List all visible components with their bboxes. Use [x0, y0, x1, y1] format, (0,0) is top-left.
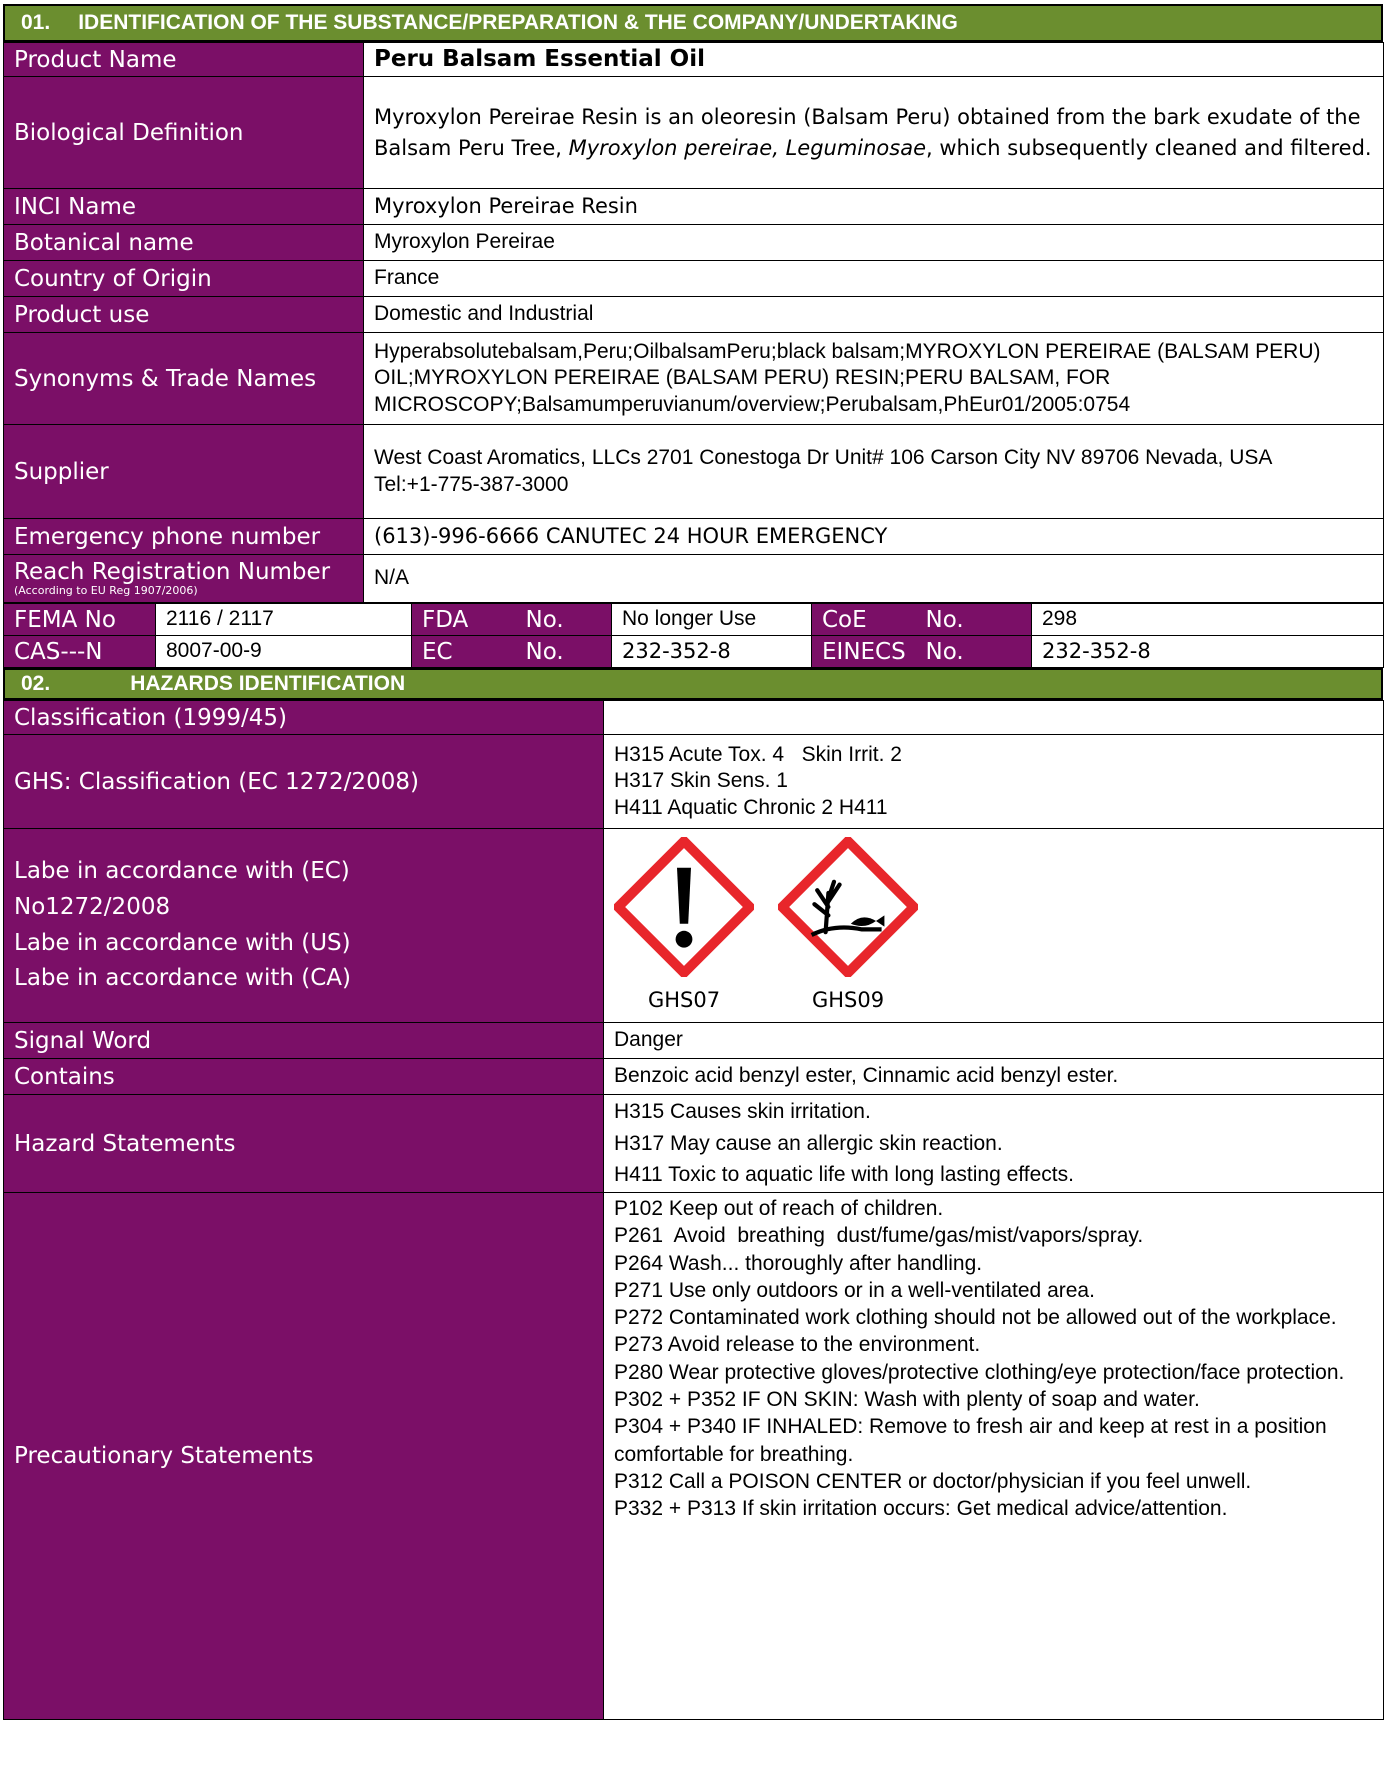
- value-inci-name: Myroxylon Pereirae Resin: [364, 189, 1384, 225]
- precaution-line: P261 Avoid breathing dust/fume/gas/mist/vapors/spray.: [614, 1224, 1144, 1248]
- label-line: Labe in accordance with (CA): [14, 965, 351, 992]
- label-coe: CoE: [812, 604, 916, 636]
- label-ec-no: No.: [516, 636, 612, 668]
- ghs-line: H315 Acute Tox. 4 Skin Irrit. 2: [614, 743, 902, 767]
- value-product-name: Peru Balsam Essential Oil: [364, 43, 1384, 77]
- row-product-use: [4, 297, 1384, 333]
- section-01-header: [3, 4, 1383, 42]
- supplier-address: West Coast Aromatics, LLCs 2701 Conestoga Dr Unit# 106 Carson City NV 89706 Nevada, USA: [374, 446, 1273, 470]
- row-emergency-phone: [4, 519, 1384, 555]
- value-emergency-phone: (613)-996-6666 CANUTEC 24 HOUR EMERGENCY: [364, 519, 1384, 555]
- label-hazard-statements: Hazard Statements: [4, 1095, 604, 1193]
- value-botanical-name: Myroxylon Pereirae: [364, 225, 1384, 261]
- value-biological-definition: [364, 77, 1384, 189]
- identifiers-table: [3, 603, 1384, 668]
- row-reach-registration: [4, 555, 1384, 603]
- label-precautionary-statements: Precautionary Statements: [4, 1193, 604, 1720]
- pictogram-ghs07: [614, 837, 754, 1013]
- reach-label: Reach Registration Number: [14, 558, 331, 585]
- value-classification: [604, 701, 1384, 735]
- bio-def-part: , which subsequently cleaned and filtered.: [926, 135, 1372, 160]
- value-country-of-origin: France: [364, 261, 1384, 297]
- label-supplier: Supplier: [4, 425, 364, 519]
- value-coe: 298: [1032, 604, 1384, 636]
- row-product-name: [4, 43, 1384, 77]
- precaution-line: P332 + P313 If skin irritation occurs: Get medical advice/attention.: [614, 1497, 1228, 1521]
- pictogram-ghs09: [778, 837, 918, 1013]
- row-country-of-origin: [4, 261, 1384, 297]
- hazard-line: H411 Toxic to aquatic life with long lasting effects.: [614, 1163, 1074, 1187]
- precaution-line: P304 + P340 IF INHALED: Remove to fresh air and keep at rest in a position comfortable for breathing.: [614, 1415, 1327, 1466]
- pictogram-code: GHS07: [647, 988, 721, 1012]
- label-signal-word: Signal Word: [4, 1023, 604, 1059]
- row-inci-name: [4, 189, 1384, 225]
- hazard-line: H315 Causes skin irritation.: [614, 1100, 871, 1124]
- label-einecs-no: No.: [916, 636, 1032, 668]
- label-biological-definition: Biological Definition: [4, 77, 364, 189]
- pictogram-row: [614, 829, 1373, 1013]
- value-cas: 8007-00-9: [156, 636, 412, 668]
- section-title: IDENTIFICATION OF THE SUBSTANCE/PREPARATION & THE COMPANY/UNDERTAKING: [78, 11, 958, 34]
- row-contains: [4, 1059, 1384, 1095]
- row-signal-word: [4, 1023, 1384, 1059]
- value-supplier: [364, 425, 1384, 519]
- ghs-line: H411 Aquatic Chronic 2 H411: [614, 795, 888, 819]
- label-coe-no: No.: [916, 604, 1032, 636]
- label-line: Labe in accordance with (EC): [14, 858, 350, 885]
- bio-def-species: Myroxylon pereirae, Leguminosae: [568, 135, 927, 160]
- sds-page: [3, 4, 1383, 1720]
- row-biological-definition: [4, 77, 1384, 189]
- row-classification: [4, 701, 1384, 735]
- identification-table: [3, 42, 1384, 603]
- row-hazard-statements: [4, 1095, 1384, 1193]
- label-ghs-classification: GHS: Classification (EC 1272/2008): [4, 735, 604, 829]
- exclamation-mark-icon: [614, 837, 754, 977]
- row-supplier: [4, 425, 1384, 519]
- value-fda: No longer Use: [612, 604, 812, 636]
- value-fema: 2116 / 2117: [156, 604, 412, 636]
- label-product-name: Product Name: [4, 43, 364, 77]
- value-product-use: Domestic and Industrial: [364, 297, 1384, 333]
- supplier-phone: Tel:+1-775-387-3000: [374, 472, 569, 496]
- label-product-use: Product use: [4, 297, 364, 333]
- label-reach-registration: [4, 555, 364, 603]
- label-emergency-phone: Emergency phone number: [4, 519, 364, 555]
- precaution-line: P271 Use only outdoors or in a well-ventilated area.: [614, 1278, 1095, 1302]
- pictogram-code: GHS09: [811, 988, 885, 1012]
- label-fda: FDA: [412, 604, 516, 636]
- label-botanical-name: Botanical name: [4, 225, 364, 261]
- row-precautionary-statements: [4, 1193, 1384, 1720]
- precaution-line: P272 Contaminated work clothing should not be allowed out of the workplace.: [614, 1306, 1337, 1330]
- bio-def-part: Myroxylon Pereirae Resin is an oleoresin (Balsam Peru) obtained from the bark exudate of the Balsam Peru Tree,: [374, 105, 1361, 160]
- label-country-of-origin: Country of Origin: [4, 261, 364, 297]
- reach-sublabel: (According to EU Reg 1907/2006): [14, 584, 198, 598]
- precaution-line: P264 Wash... thoroughly after handling.: [614, 1251, 983, 1275]
- label-synonyms: Synonyms & Trade Names: [4, 333, 364, 425]
- row-botanical-name: [4, 225, 1384, 261]
- environment-icon: [778, 837, 918, 977]
- label-cas: CAS---N: [4, 636, 156, 668]
- value-signal-word: Danger: [604, 1023, 1384, 1059]
- label-label-accordance: [4, 829, 604, 1023]
- section-number: 02.: [21, 672, 51, 695]
- label-contains: Contains: [4, 1059, 604, 1095]
- precaution-line: P102 Keep out of reach of children.: [614, 1197, 944, 1220]
- label-fda-no: No.: [516, 604, 612, 636]
- precaution-line: P312 Call a POISON CENTER or doctor/physician if you feel unwell.: [614, 1469, 1252, 1493]
- precaution-line: P280 Wear protective gloves/protective clothing/eye protection/face protection.: [614, 1360, 1345, 1384]
- value-synonyms: Hyperabsolutebalsam,Peru;OilbalsamPeru;black balsam;MYROXYLON PEREIRAE (BALSAM PERU) OIL;MYROXYLON PEREIRAE (BALSAM PERU) RESIN;PERU BALSAM, FOR MICROSCOPY;Balsamumperuvianum/overview;Perubalsam,PhEur01/2005:0754: [364, 333, 1384, 425]
- ghs-line: H317 Skin Sens. 1: [614, 769, 788, 793]
- value-pictograms: [604, 829, 1384, 1023]
- label-line: No1272/2008: [14, 893, 171, 920]
- label-line: Labe in accordance with (US): [14, 929, 351, 956]
- value-einecs: 232-352-8: [1032, 636, 1384, 668]
- value-hazard-statements: [604, 1095, 1384, 1193]
- value-reach-registration: N/A: [364, 555, 1384, 603]
- label-classification: Classification (1999/45): [4, 701, 604, 735]
- row-identifiers-1: [4, 604, 1384, 636]
- hazard-line: H317 May cause an allergic skin reaction.: [614, 1131, 1003, 1155]
- row-ghs-classification: [4, 735, 1384, 829]
- section-number: 01.: [21, 11, 51, 34]
- label-inci-name: INCI Name: [4, 189, 364, 225]
- row-identifiers-2: [4, 636, 1384, 668]
- section-02-header: [3, 668, 1383, 700]
- section-title: HAZARDS IDENTIFICATION: [130, 672, 406, 695]
- value-ec: 232-352-8: [612, 636, 812, 668]
- row-label-pictograms: [4, 829, 1384, 1023]
- label-ec: EC: [412, 636, 516, 668]
- row-synonyms: [4, 333, 1384, 425]
- value-precautionary-statements: [604, 1193, 1384, 1720]
- label-einecs: EINECS: [812, 636, 916, 668]
- hazards-table: [3, 700, 1384, 1720]
- precaution-line: P302 + P352 IF ON SKIN: Wash with plenty of soap and water.: [614, 1388, 1200, 1412]
- value-contains: Benzoic acid benzyl ester, Cinnamic acid benzyl ester.: [604, 1059, 1384, 1095]
- label-fema: FEMA No: [4, 604, 156, 636]
- value-ghs-classification: [604, 735, 1384, 829]
- precaution-line: P273 Avoid release to the environment.: [614, 1333, 981, 1357]
